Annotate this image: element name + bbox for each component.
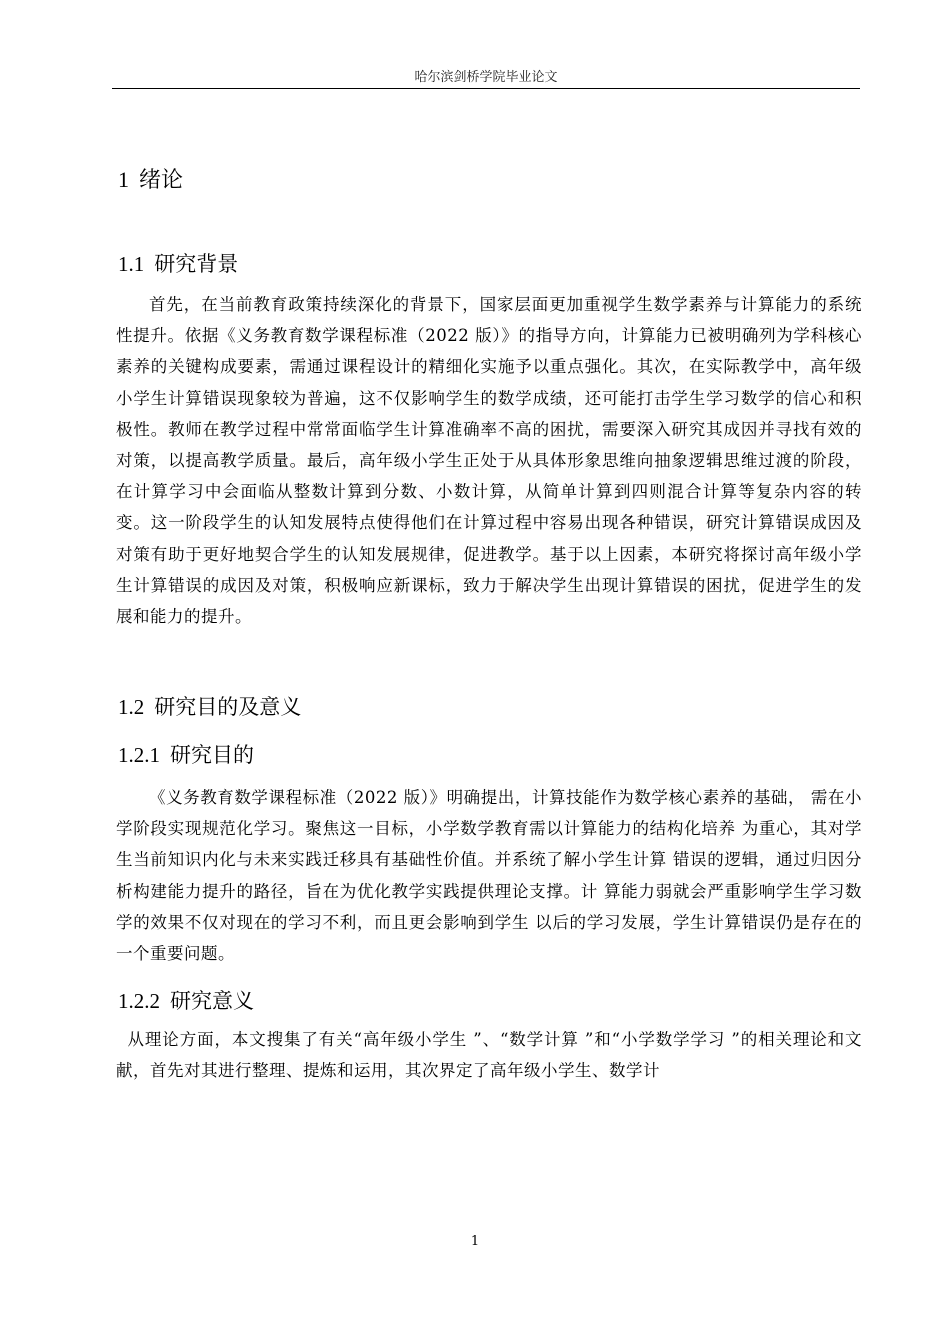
section-heading-1-2-2 <box>118 985 254 1015</box>
section-heading-1-2-1 <box>118 739 254 769</box>
chapter-heading <box>118 163 183 194</box>
header-divider <box>112 88 860 89</box>
section-heading-1-2 <box>118 691 301 721</box>
paragraph-background: 首先，在当前教育政策持续深化的背景下，国家层面更加重视学生数学素养与计算能力的系统性提升。依据《义务教育数学课程标准（2022 版）》的指导方向，计算能力已被明确列为学科核心素养的关键构成要素，需通过课程设计的精细化实施予以重点强化。其次，在实际教学中，高年级小学生计算错误现象较为普遍，这不仅影响学生的数学成绩，还可能打击学生学习数学的信心和积极性。教师在教学过程中常常面临学生计算准确率不高的困扰，需要深入研究其成因并寻找有效的对策，以提高教学质量。最后，高年级小学生正处于从具体形象思维向抽象逻辑思维过渡的阶段，在计算学习中会面临从整数计算到分数、小数计算，从简单计算到四则混合计算等复杂内容的转变。这一阶段学生的认知发展特点使得他们在计算过程中容易出现各种错误，研究计算错误成因及对策有助于更好地契合学生的认知发展规律，促进教学。基于以上因素，本研究将探讨高年级小学生计算错误的成因及对策，积极响应新课标，致力于解决学生出现计算错误的困扰，促进学生的发展和能力的提升。 <box>116 295 862 627</box>
section-title: 研究目的 <box>170 743 254 767</box>
paragraph-purpose: 《义务教育数学课程标准（2022 版）》明确提出，计算技能作为数学核心素养的基础， 需在小学阶段实现规范化学习。聚焦这一目标，小学数学教育需以计算能力的结构化培养 为重心，其对学生当前知识内化与未来实践迁移具有基础性价值。并系统了解小学生计算 错误的逻辑，通过归因分析构建能力提升的路径，旨在为优化教学实践提供理论支撑。计 算能力弱就会严重影响学生学习数学的效果不仅对现在的学习不利，而且更会影响到学生 以后的学习发展，学生计算错误仍是存在的一个重要问题。 <box>116 788 862 964</box>
section-title: 研究目的及意义 <box>154 695 302 719</box>
section-title: 研究意义 <box>170 989 254 1013</box>
chapter-number: 1 <box>118 167 129 192</box>
section-title: 研究背景 <box>154 252 239 276</box>
page-header: 哈尔滨剑桥学院毕业论文 <box>414 70 558 85</box>
chapter-title: 绪论 <box>139 168 184 193</box>
section-number: 1.1 <box>118 252 145 276</box>
section-number: 1.2 <box>118 695 145 719</box>
paragraph-significance: 从理论方面，本文搜集了有关“高年级小学生 ”、“数学计算 ”和“小学数学学习 ”的相关理论和文献，首先对其进行整理、提炼和运用，其次界定了高年级小学生、数学计 <box>116 1030 862 1081</box>
section-heading-1-1 <box>118 248 238 278</box>
section-number: 1.2.2 <box>118 989 160 1013</box>
section-number: 1.2.1 <box>118 743 160 767</box>
page-number: 1 <box>470 1234 480 1249</box>
